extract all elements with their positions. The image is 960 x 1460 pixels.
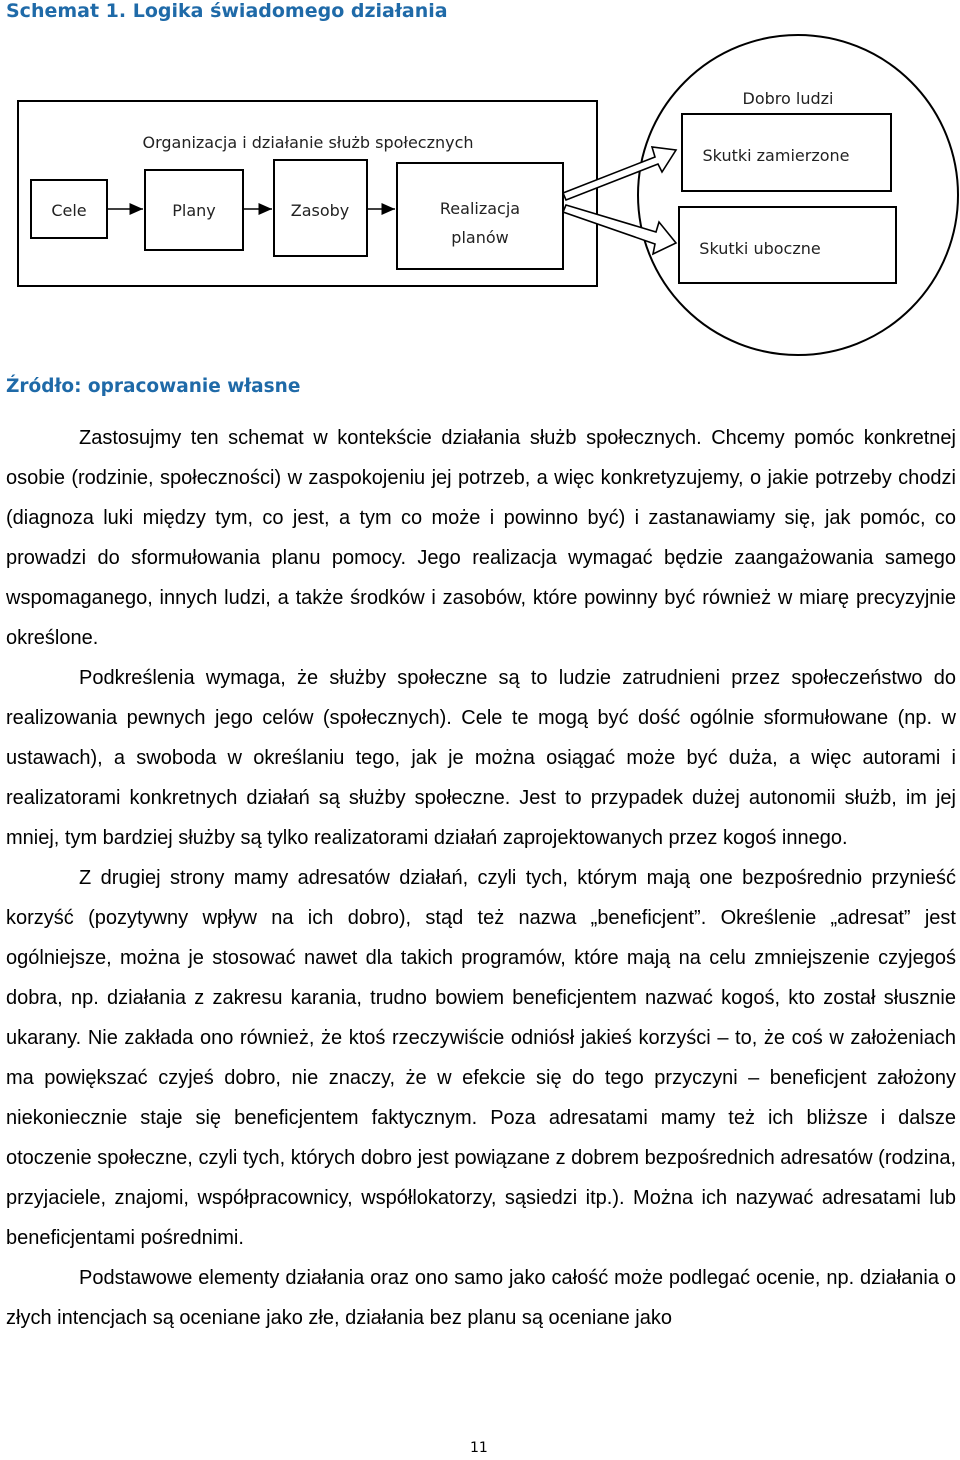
resources-label: Zasoby xyxy=(290,201,350,220)
intended-effects-label: Skutki zamierzone xyxy=(702,146,850,165)
page-number: 11 xyxy=(470,1440,488,1456)
paragraph-2: Podkreślenia wymaga, że służby społeczne są to ludzie zatrudnieni przez społeczeństwo do realizowania pewnych jego celów (społecznych). Cele te mogą być dość ogólnie sformułowane (np. w ustawach), a swoboda w określaniu tego, jak je można osiągać może być duża, a więc autorami i realizatorami konkretnych działań są służby społeczne. Jest to przypadek dużej autonomii służb, im jej mniej, tym bardziej służby są tylko realizatorami działań zaprojektowanych przez kogoś innego. xyxy=(6,667,956,849)
people-wellbeing-label: Dobro ludzi xyxy=(742,89,834,108)
body-text xyxy=(6,418,956,1338)
schema-heading: Schemat 1. Logika świadomego działania xyxy=(6,0,448,22)
side-effects-label: Skutki uboczne xyxy=(699,239,821,258)
goals-label: Cele xyxy=(51,201,87,220)
paragraph-3: Z drugiej strony mamy adresatów działań, czyli tych, którym mają one bezpośrednio przynieść korzyść (pozytywny wpływ na ich dobro), stąd też nazwa „beneficjent”. Określenie „adresat” jest ogólniejsze, można je stosować nawet dla takich programów, które mają na celu zmniejszenie czyjegoś dobra, np. działania z zakresu karania, trudno bowiem beneficjentem nazwać kogoś, kto został słusznie ukarany. Nie zakłada ono również, że ktoś rzeczywiście odniósł jakieś korzyści – to, że coś w założeniach ma powiększać czyjeś dobro, nie znaczy, że w efekcie się do tego przyczyni – beneficjent założony niekoniecznie staje się beneficjentem faktycznym. Poza adresatami mamy też ich bliższe i dalsze otoczenie społeczne, czyli tych, których dobro jest powiązane z dobrem bezpośrednich adresatów (rodzina, przyjaciele, znajomi, współpracownicy, współlokatorzy, sąsiedzi itp.). Można ich nazywać adresatami lub beneficjentami pośrednimi. xyxy=(6,867,956,1249)
services-outer-label: Organizacja i działanie służb społecznych xyxy=(142,133,474,152)
paragraph-1: Zastosujmy ten schemat w kontekście działania służb społecznych. Chcemy pomóc konkretnej osobie (rodzinie, społeczności) w zaspokojeniu jej potrzeb, a więc konkretyzujemy, o jakie potrzeby chodzi (diagnoza luki między tym, co jest, a tym co może i powinno być) i zastanawiamy się, jak pomóc, co prowadzi do sformułowania planu pomocy. Jego realizacja wymagać będzie zaangażowania samego wspomaganego, innych ludzi, a także środków i zasobów, które powinny być również w miarę precyzyjnie określone. xyxy=(6,427,956,649)
block-arrow-to-intended-effects xyxy=(563,147,676,200)
plan-execution-label-line2: planów xyxy=(451,228,509,247)
source-note: Źródło: opracowanie własne xyxy=(6,376,301,397)
action-logic-diagram xyxy=(0,0,960,420)
people-wellbeing-circle xyxy=(638,35,958,355)
services-outer-box xyxy=(18,101,597,286)
paragraph-4: Podstawowe elementy działania oraz ono samo jako całość może podlegać ocenie, np. działania o złych intencjach są oceniane jako złe, działania bez planu są oceniane jako xyxy=(6,1267,956,1329)
plan-execution-label-line1: Realizacja xyxy=(439,199,521,218)
plans-label: Plany xyxy=(172,201,216,220)
block-arrow-to-side-effects xyxy=(563,205,676,254)
